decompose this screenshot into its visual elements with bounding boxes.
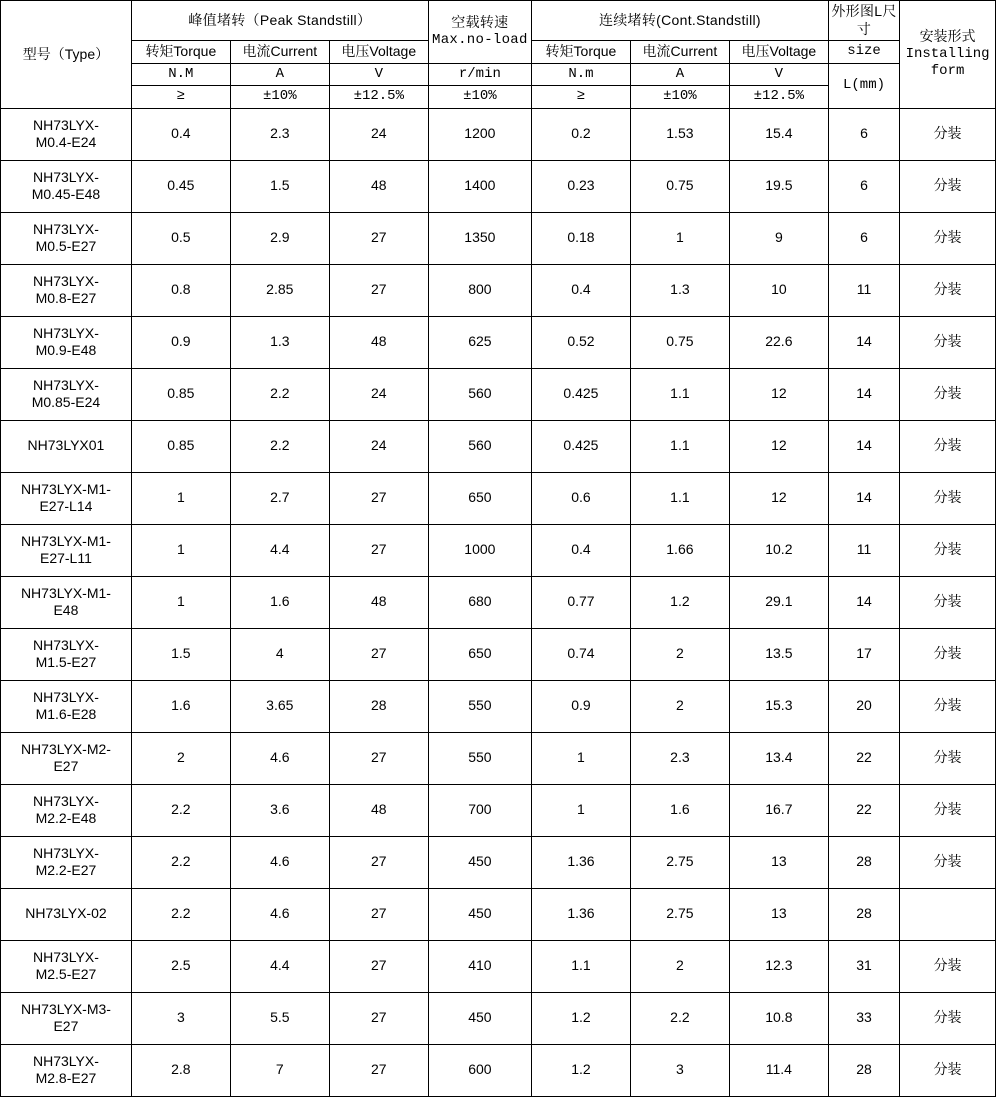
cell-type-line: NH73LYX-: [32, 324, 99, 341]
cell-size: 11: [828, 264, 899, 316]
cell-installing-form: 分装: [900, 628, 996, 680]
header-group-peak-standstill: 峰值堵转（Peak Standstill）: [131, 1, 428, 41]
cell-installing-form: 分装: [900, 160, 996, 212]
cell-peak-current: 2.9: [230, 212, 329, 264]
cell-type-line: M0.85-E24: [31, 394, 101, 410]
cell-cont-current: 2.3: [630, 732, 729, 784]
cell-type: [1, 784, 132, 836]
cell-peak-current: 4: [230, 628, 329, 680]
cell-cont-torque: 0.77: [531, 576, 630, 628]
cell-cont-current: 3: [630, 1044, 729, 1096]
cell-no-load-speed: 700: [428, 784, 531, 836]
cell-peak-torque: 1: [131, 524, 230, 576]
table-body: [1, 108, 996, 1096]
cell-peak-current: 4.4: [230, 940, 329, 992]
cell-cont-torque: 0.4: [531, 524, 630, 576]
cell-type: [1, 576, 132, 628]
cell-peak-voltage: 48: [329, 784, 428, 836]
cell-cont-torque: 0.23: [531, 160, 630, 212]
cell-type-line: NH73LYX-: [32, 792, 99, 809]
cell-no-load-speed: 625: [428, 316, 531, 368]
cell-cont-current: 2.75: [630, 888, 729, 940]
cell-peak-torque: 1: [131, 472, 230, 524]
tolerance-peak-voltage: ±12.5%: [329, 86, 428, 109]
cell-no-load-speed: 1400: [428, 160, 531, 212]
cell-size: 28: [828, 1044, 899, 1096]
cell-cont-voltage: 10: [729, 264, 828, 316]
cell-cont-voltage: 9: [729, 212, 828, 264]
cell-installing-form: 分装: [900, 108, 996, 160]
cell-installing-form: 分装: [900, 472, 996, 524]
cell-type: [1, 108, 132, 160]
cell-peak-torque: 0.85: [131, 420, 230, 472]
table-row: [1, 992, 996, 1044]
cell-type: [1, 420, 132, 472]
cell-cont-current: 1.1: [630, 472, 729, 524]
cell-peak-torque: 2.2: [131, 836, 230, 888]
header-group-outline-size: 外形图L尺寸: [828, 1, 899, 41]
table-row: [1, 420, 996, 472]
table-row: [1, 264, 996, 316]
cell-peak-torque: 1.5: [131, 628, 230, 680]
header-group-max-no-load-line1: 空载转速: [451, 14, 509, 31]
cell-peak-torque: 2.2: [131, 784, 230, 836]
header-group-max-no-load-line2: Max.no-load: [432, 31, 528, 48]
cell-peak-current: 4.6: [230, 888, 329, 940]
cell-installing-form: 分装: [900, 212, 996, 264]
cell-no-load-speed: 450: [428, 836, 531, 888]
cell-no-load-speed: 650: [428, 472, 531, 524]
cell-type-line: NH73LYX-: [32, 636, 99, 653]
cell-type: [1, 680, 132, 732]
cell-installing-form: 分装: [900, 784, 996, 836]
cell-type: [1, 1044, 132, 1096]
cell-cont-voltage: 12: [729, 420, 828, 472]
cell-no-load-speed: 450: [428, 992, 531, 1044]
cell-type-line: NH73LYX-: [32, 844, 99, 861]
cell-peak-torque: 0.5: [131, 212, 230, 264]
cell-type: [1, 732, 132, 784]
tolerance-peak-current: ±10%: [230, 86, 329, 109]
cell-size: 33: [828, 992, 899, 1044]
table-row: [1, 524, 996, 576]
cell-type-line: NH73LYX-: [32, 168, 99, 185]
cell-type-line: NH73LYX-: [32, 376, 99, 393]
cell-cont-torque: 1.36: [531, 836, 630, 888]
cell-installing-form: 分装: [900, 368, 996, 420]
cell-cont-voltage: 11.4: [729, 1044, 828, 1096]
table-row: [1, 628, 996, 680]
cell-type: [1, 160, 132, 212]
cell-size: 11: [828, 524, 899, 576]
cell-cont-voltage: 13.4: [729, 732, 828, 784]
cell-cont-torque: 0.74: [531, 628, 630, 680]
cell-peak-torque: 0.45: [131, 160, 230, 212]
cell-cont-current: 2.2: [630, 992, 729, 1044]
cell-cont-torque: 1.2: [531, 992, 630, 1044]
cell-type-line: M0.45-E48: [31, 186, 101, 202]
header-peak-voltage: 电压Voltage: [329, 41, 428, 64]
cell-type-line: E27: [53, 1018, 79, 1034]
cell-peak-current: 4.6: [230, 836, 329, 888]
table-row: [1, 108, 996, 160]
tolerance-cont-torque: ≥: [531, 86, 630, 109]
cell-cont-torque: 1.36: [531, 888, 630, 940]
cell-peak-current: 1.6: [230, 576, 329, 628]
cell-type-line: E27: [53, 758, 79, 774]
cell-peak-torque: 1: [131, 576, 230, 628]
cell-cont-torque: 0.425: [531, 368, 630, 420]
header-group-max-no-load: [428, 1, 531, 64]
cell-peak-voltage: 27: [329, 524, 428, 576]
cell-size: 22: [828, 732, 899, 784]
cell-peak-torque: 2.8: [131, 1044, 230, 1096]
cell-type: [1, 368, 132, 420]
header-size: size: [828, 41, 899, 64]
table-row: [1, 836, 996, 888]
cell-type-line: M0.5-E27: [35, 238, 97, 254]
cell-installing-form: 分装: [900, 680, 996, 732]
cell-cont-voltage: 29.1: [729, 576, 828, 628]
cell-no-load-speed: 680: [428, 576, 531, 628]
header-cont-voltage: 电压Voltage: [729, 41, 828, 64]
cell-type-line: NH73LYX-: [32, 272, 99, 289]
installing-form-line3: form: [930, 63, 965, 79]
cell-no-load-speed: 560: [428, 368, 531, 420]
cell-peak-torque: 2: [131, 732, 230, 784]
header-row-groups: [1, 1, 996, 41]
cell-size: 14: [828, 316, 899, 368]
cell-type-line: E27-L11: [39, 550, 92, 566]
header-row-units: [1, 63, 996, 86]
cell-type-line: M2.2-E27: [35, 862, 97, 878]
cell-type-line: M0.4-E24: [35, 134, 97, 150]
cell-cont-current: 2: [630, 628, 729, 680]
cell-type-line: E48: [53, 602, 79, 618]
cell-type-line: NH73LYX-02: [25, 905, 107, 922]
cell-cont-torque: 0.18: [531, 212, 630, 264]
cell-no-load-speed: 800: [428, 264, 531, 316]
cell-cont-current: 2: [630, 680, 729, 732]
cell-cont-voltage: 12.3: [729, 940, 828, 992]
header-cont-current: 电流Current: [630, 41, 729, 64]
cell-size: 28: [828, 836, 899, 888]
cell-cont-current: 1.2: [630, 576, 729, 628]
cell-type-line: E27-L14: [39, 498, 93, 514]
cell-peak-torque: 2.5: [131, 940, 230, 992]
cell-type-line: M1.5-E27: [35, 654, 97, 670]
cell-peak-voltage: 48: [329, 316, 428, 368]
table-row: [1, 784, 996, 836]
cell-cont-torque: 0.425: [531, 420, 630, 472]
cell-size: 14: [828, 420, 899, 472]
cell-size: 14: [828, 472, 899, 524]
cell-type: [1, 940, 132, 992]
cell-installing-form: 分装: [900, 992, 996, 1044]
cell-cont-voltage: 15.3: [729, 680, 828, 732]
cell-cont-voltage: 13: [729, 836, 828, 888]
cell-size: 31: [828, 940, 899, 992]
cell-peak-voltage: 27: [329, 628, 428, 680]
cell-cont-current: 1.6: [630, 784, 729, 836]
cell-type: [1, 212, 132, 264]
cell-cont-current: 1.53: [630, 108, 729, 160]
cell-type-line: M2.8-E27: [35, 1070, 97, 1086]
cell-no-load-speed: 450: [428, 888, 531, 940]
tolerance-peak-torque: ≥: [131, 86, 230, 109]
unit-peak-current: A: [230, 63, 329, 86]
cell-no-load-speed: 410: [428, 940, 531, 992]
cell-cont-current: 1.66: [630, 524, 729, 576]
cell-peak-torque: 0.4: [131, 108, 230, 160]
table-row: [1, 888, 996, 940]
cell-type: [1, 264, 132, 316]
cell-type-line: NH73LYX-M3-: [20, 1000, 111, 1017]
cell-peak-current: 3.65: [230, 680, 329, 732]
table-row: [1, 940, 996, 992]
cell-peak-voltage: 27: [329, 212, 428, 264]
cell-no-load-speed: 650: [428, 628, 531, 680]
cell-peak-current: 2.7: [230, 472, 329, 524]
cell-peak-torque: 1.6: [131, 680, 230, 732]
table-row: [1, 1044, 996, 1096]
cell-no-load-speed: 1000: [428, 524, 531, 576]
cell-size: 22: [828, 784, 899, 836]
cell-cont-torque: 0.52: [531, 316, 630, 368]
cell-peak-voltage: 27: [329, 836, 428, 888]
cell-cont-voltage: 12: [729, 368, 828, 420]
unit-cont-torque: N.m: [531, 63, 630, 86]
cell-peak-current: 5.5: [230, 992, 329, 1044]
cell-installing-form: 分装: [900, 576, 996, 628]
cell-type-line: NH73LYX-M1-: [20, 584, 111, 601]
table-row: [1, 160, 996, 212]
header-group-installing-form: [900, 1, 996, 109]
cell-peak-torque: 2.2: [131, 888, 230, 940]
unit-peak-voltage: V: [329, 63, 428, 86]
cell-peak-voltage: 27: [329, 992, 428, 1044]
cell-cont-current: 2: [630, 940, 729, 992]
cell-peak-torque: 0.85: [131, 368, 230, 420]
table-header: [1, 1, 996, 109]
cell-cont-current: 0.75: [630, 316, 729, 368]
cell-no-load-speed: 550: [428, 732, 531, 784]
cell-installing-form: 分装: [900, 524, 996, 576]
cell-cont-voltage: 13: [729, 888, 828, 940]
table-row: [1, 212, 996, 264]
cell-no-load-speed: 600: [428, 1044, 531, 1096]
cell-type-line: M1.6-E28: [35, 706, 97, 722]
cell-cont-voltage: 19.5: [729, 160, 828, 212]
unit-size-mm: L(mm): [828, 63, 899, 108]
cell-cont-voltage: 15.4: [729, 108, 828, 160]
cell-peak-voltage: 28: [329, 680, 428, 732]
cell-peak-current: 2.2: [230, 420, 329, 472]
cell-cont-voltage: 16.7: [729, 784, 828, 836]
cell-type-line: NH73LYX-: [32, 116, 99, 133]
cell-peak-torque: 3: [131, 992, 230, 1044]
unit-cont-voltage: V: [729, 63, 828, 86]
cell-type-line: NH73LYX-M1-: [20, 532, 111, 549]
cell-peak-current: 2.85: [230, 264, 329, 316]
cell-type-line: NH73LYX-M1-: [20, 480, 111, 497]
cell-type-line: NH73LYX-: [32, 688, 99, 705]
cell-peak-current: 2.2: [230, 368, 329, 420]
header-peak-torque: 转矩Torque: [131, 41, 230, 64]
table-row: [1, 368, 996, 420]
cell-type: [1, 628, 132, 680]
cell-peak-current: 7: [230, 1044, 329, 1096]
cell-type-line: NH73LYX-M2-: [20, 740, 111, 757]
cell-type-line: M2.5-E27: [35, 966, 97, 982]
cell-peak-voltage: 27: [329, 888, 428, 940]
cell-type: [1, 992, 132, 1044]
table-row: [1, 472, 996, 524]
cell-cont-current: 1: [630, 212, 729, 264]
header-group-cont-standstill: 连续堵转(Cont.Standstill): [531, 1, 828, 41]
unit-peak-torque: N.M: [131, 63, 230, 86]
cell-peak-current: 2.3: [230, 108, 329, 160]
cell-installing-form: 分装: [900, 836, 996, 888]
cell-cont-torque: 0.6: [531, 472, 630, 524]
cell-installing-form: 分装: [900, 316, 996, 368]
cell-cont-current: 0.75: [630, 160, 729, 212]
cell-peak-voltage: 24: [329, 368, 428, 420]
cell-cont-current: 2.75: [630, 836, 729, 888]
cell-type: [1, 888, 132, 940]
cell-cont-torque: 0.2: [531, 108, 630, 160]
cell-no-load-speed: 560: [428, 420, 531, 472]
cell-peak-current: 3.6: [230, 784, 329, 836]
cell-cont-current: 1.1: [630, 368, 729, 420]
cell-peak-voltage: 27: [329, 264, 428, 316]
cell-peak-voltage: 27: [329, 940, 428, 992]
cell-type-line: NH73LYX-: [32, 220, 99, 237]
cell-peak-voltage: 24: [329, 108, 428, 160]
cell-type-line: M0.8-E27: [35, 290, 97, 306]
cell-installing-form: 分装: [900, 420, 996, 472]
table-row: [1, 732, 996, 784]
cell-cont-torque: 1: [531, 732, 630, 784]
cell-cont-voltage: 12: [729, 472, 828, 524]
table-row: [1, 316, 996, 368]
cell-size: 14: [828, 576, 899, 628]
header-type: 型号（Type）: [1, 1, 132, 109]
cell-peak-current: 4.6: [230, 732, 329, 784]
cell-installing-form: [900, 888, 996, 940]
cell-size: 28: [828, 888, 899, 940]
cell-peak-voltage: 27: [329, 472, 428, 524]
cell-size: 17: [828, 628, 899, 680]
cell-type: [1, 316, 132, 368]
unit-no-load-speed: r/min: [428, 63, 531, 86]
cell-peak-current: 4.4: [230, 524, 329, 576]
installing-form-line1: 安装形式: [919, 28, 976, 44]
cell-size: 20: [828, 680, 899, 732]
header-peak-current: 电流Current: [230, 41, 329, 64]
cell-cont-voltage: 22.6: [729, 316, 828, 368]
cell-size: 6: [828, 108, 899, 160]
cell-size: 14: [828, 368, 899, 420]
unit-cont-current: A: [630, 63, 729, 86]
cell-size: 6: [828, 212, 899, 264]
cell-no-load-speed: 1200: [428, 108, 531, 160]
table-row: [1, 680, 996, 732]
cell-type-line: NH73LYX-: [32, 948, 99, 965]
cell-installing-form: 分装: [900, 940, 996, 992]
cell-no-load-speed: 1350: [428, 212, 531, 264]
cell-installing-form: 分装: [900, 732, 996, 784]
tolerance-cont-current: ±10%: [630, 86, 729, 109]
cell-peak-voltage: 48: [329, 576, 428, 628]
cell-peak-voltage: 48: [329, 160, 428, 212]
cell-type: [1, 524, 132, 576]
cell-type-line: M0.9-E48: [35, 342, 97, 358]
cell-peak-torque: 0.8: [131, 264, 230, 316]
cell-type-line: NH73LYX01: [27, 437, 105, 454]
cell-cont-torque: 1.1: [531, 940, 630, 992]
tolerance-no-load: ±10%: [428, 86, 531, 109]
cell-type: [1, 836, 132, 888]
cell-peak-voltage: 27: [329, 732, 428, 784]
cell-peak-current: 1.3: [230, 316, 329, 368]
cell-cont-torque: 0.4: [531, 264, 630, 316]
cell-no-load-speed: 550: [428, 680, 531, 732]
cell-type-line: M2.2-E48: [35, 810, 97, 826]
cell-cont-torque: 0.9: [531, 680, 630, 732]
cell-installing-form: 分装: [900, 1044, 996, 1096]
cell-cont-current: 1.1: [630, 420, 729, 472]
cell-size: 6: [828, 160, 899, 212]
cell-cont-voltage: 10.8: [729, 992, 828, 1044]
cell-peak-torque: 0.9: [131, 316, 230, 368]
header-cont-torque: 转矩Torque: [531, 41, 630, 64]
cell-peak-voltage: 24: [329, 420, 428, 472]
cell-peak-current: 1.5: [230, 160, 329, 212]
cell-peak-voltage: 27: [329, 1044, 428, 1096]
tolerance-cont-voltage: ±12.5%: [729, 86, 828, 109]
cell-cont-torque: 1.2: [531, 1044, 630, 1096]
cell-cont-voltage: 10.2: [729, 524, 828, 576]
table-row: [1, 576, 996, 628]
cell-cont-torque: 1: [531, 784, 630, 836]
cell-type: [1, 472, 132, 524]
cell-cont-current: 1.3: [630, 264, 729, 316]
cell-type-line: NH73LYX-: [32, 1052, 99, 1069]
cell-installing-form: 分装: [900, 264, 996, 316]
cell-cont-voltage: 13.5: [729, 628, 828, 680]
installing-form-line2: Installing: [905, 45, 990, 62]
